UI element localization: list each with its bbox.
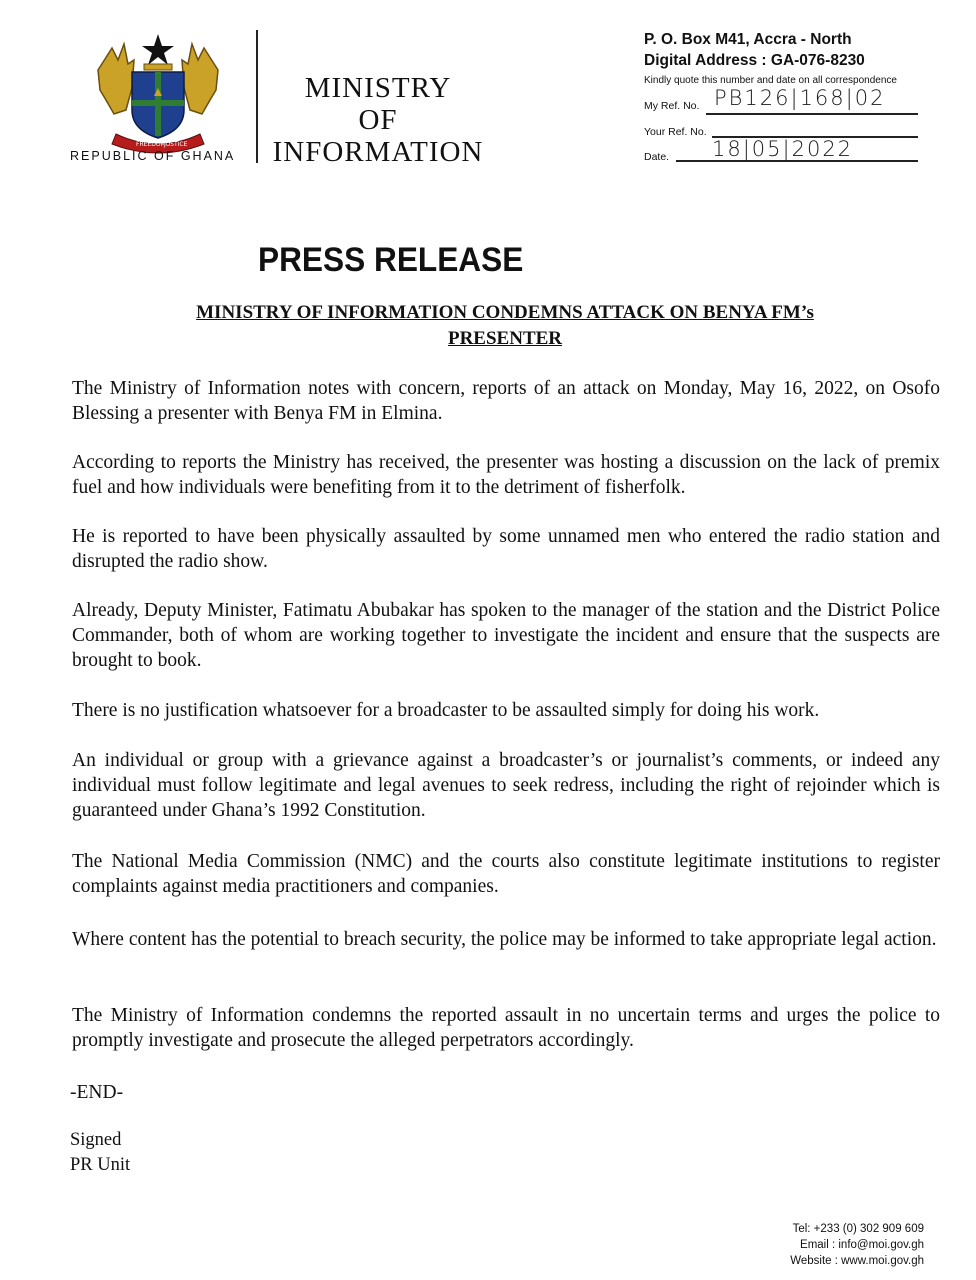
quote-instruction: Kindly quote this number and date on all correspondence [644, 75, 897, 86]
contact-telephone: Tel: +233 (0) 302 909 609 [792, 1223, 924, 1235]
date-value: 18|05|2022 [712, 137, 854, 161]
my-ref-value: PB126|168|02 [714, 86, 886, 110]
header-divider [256, 30, 258, 163]
contact-footer [790, 1221, 924, 1269]
paragraph-6: An individual or group with a grievance against a broadcaster’s or journalist’s comments, or indeed any individual must follow legitimate and legal avenues to seek redress, including the right of rejoinder which is guaranteed under Ghana’s 1992 Constitution. [72, 750, 940, 821]
address-block [644, 29, 865, 71]
date-label: Date. [644, 151, 670, 163]
paragraph-3: He is reported to have been physically assaulted by some unnamed men who entered the radio station and disrupted the radio show. [72, 526, 940, 572]
crest-motto-justice: JUSTICE [164, 141, 188, 148]
paragraph-9: The Ministry of Information condemns the reported assault in no uncertain terms and urges the police to promptly investigate and prosecute the alleged perpetrators accordingly. [72, 1005, 940, 1051]
paragraph-7: The National Media Commission (NMC) and the courts also constitute legitimate institutions to register complaints against media practitioners and companies. [72, 851, 940, 897]
signatory-unit: PR Unit [70, 1155, 131, 1175]
paragraph-1: The Ministry of Information notes with concern, reports of an attack on Monday, May 16, 2022, on Osofo Blessing a presenter with Benya FM in Elmina. [72, 378, 940, 424]
digital-address: Digital Address : GA-076-8230 [644, 52, 865, 69]
paragraph-2: According to reports the Ministry has received, the presenter was hosting a discussion on the lack of premix fuel and how individuals were benefiting from it to the detriment of fisherfolk. [72, 452, 940, 498]
ministry-line-2: OF [358, 104, 398, 136]
headline-line-2: PRESENTER [447, 328, 563, 349]
signature-block [70, 1128, 130, 1178]
contact-email: Email : info@moi.gov.gh [800, 1239, 924, 1251]
my-ref-label: My Ref. No. [644, 100, 700, 112]
ministry-name [268, 72, 488, 168]
paragraph-8: Where content has the potential to breach security, the police may be informed to take appropriate legal action. [72, 929, 937, 950]
republic-of-ghana-label: REPUBLIC OF GHANA [70, 149, 236, 163]
po-box: P. O. Box M41, Accra - North [644, 31, 852, 48]
ghana-coat-of-arms-logo [88, 30, 228, 158]
paragraph-4: Already, Deputy Minister, Fatimatu Abubakar has spoken to the manager of the station and the District Police Commander, both of whom are working together to investigate the incident and ensure that the suspects are brought to book. [72, 600, 940, 671]
paragraph-5: There is no justification whatsoever for a broadcaster to be assaulted simply for doing his work. [72, 700, 820, 721]
end-marker: -END- [70, 1082, 124, 1103]
my-ref-line [706, 113, 918, 115]
signed-label: Signed [70, 1130, 122, 1150]
ministry-line-1: MINISTRY [304, 72, 452, 104]
contact-website: Website : www.moi.gov.gh [790, 1255, 924, 1267]
ministry-line-3: INFORMATION [272, 136, 484, 168]
press-release-title: PRESS RELEASE [258, 241, 524, 279]
crest-motto-freedom: FREEDOM [136, 141, 166, 148]
headline-line-1: MINISTRY OF INFORMATION CONDEMNS ATTACK ON BENYA FM’s [196, 302, 814, 323]
your-ref-label: Your Ref. No. [644, 126, 707, 138]
